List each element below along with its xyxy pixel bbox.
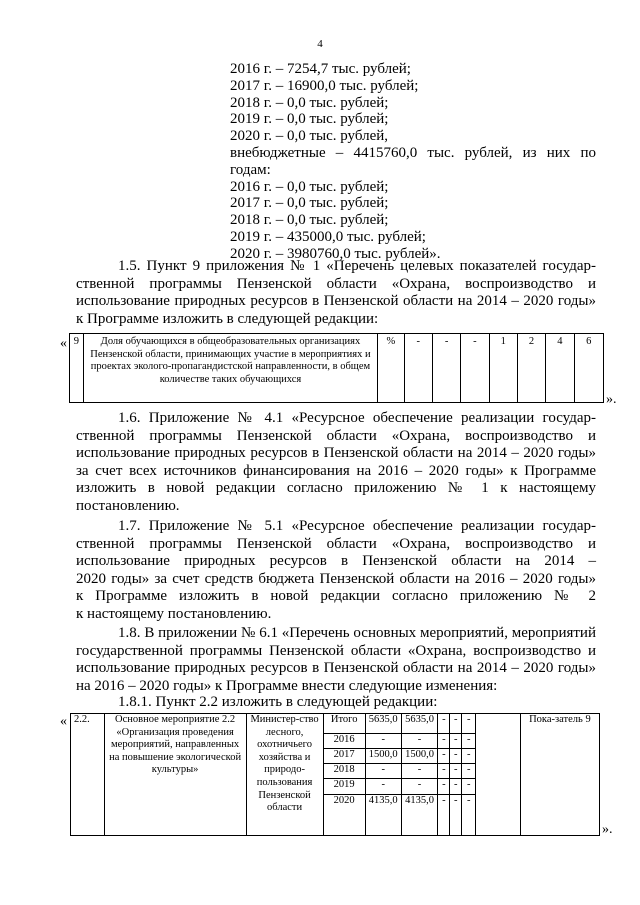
table-cell-amount: -: [401, 734, 438, 749]
table-cell-year: 2019: [323, 779, 365, 794]
table-cell-amount: 4135,0: [365, 794, 401, 835]
extrabudget-line: годам:: [230, 161, 271, 178]
table-cell-amount: -: [450, 734, 462, 749]
table-cell-amount: -: [365, 779, 401, 794]
table-cell-value: 4: [546, 334, 574, 403]
table-cell-year: 2020: [323, 794, 365, 835]
table-cell-amount: -: [365, 734, 401, 749]
table-cell-value: 6: [574, 334, 603, 403]
table-cell-amount: -: [401, 764, 438, 779]
table-cell-amount: 1500,0: [365, 749, 401, 764]
close-quote: ».: [602, 822, 613, 837]
table-cell-executor: Министер-ство лесного, охотничьего хозяйства и природо-пользования Пензенской области: [246, 714, 323, 836]
table-cell-amount: -: [450, 779, 462, 794]
paragraph-1-6: 1.6. Приложение № 4.1 «Ресурсное обеспечение реализации государ- ственной программы Пензенской области «Охрана, воспроизводство и использование природных ресурсов в Пензенской области на 2014 – 2020 годы» за счет всех источников финансирования на 2016 – 2020 годы» к Программе изложить в новой редакции согласно приложению № 1 к настоящему постановлению.: [76, 410, 596, 514]
table-cell-amount: -: [438, 734, 450, 749]
finance-line: 2017 г. – 16900,0 тыс. рублей;: [230, 77, 419, 94]
table-cell-indicator: Пока-затель 9: [520, 714, 599, 836]
table-cell-value: 2: [517, 334, 545, 403]
table-cell-amount: -: [462, 779, 476, 794]
paragraph-1-8: 1.8. В приложении № 6.1 «Перечень основных мероприятий, мероприятий государственной программы Пензенской области «Охрана, воспроизводство и использование природных ресурсов в Пензенской области на 2014 – 2020 годы» на 2016 – 2020 годы» к Программе внести следующие изменения:: [76, 625, 596, 694]
table-cell-amount: 5635,0: [365, 714, 401, 734]
table-cell-value: -: [432, 334, 460, 403]
table-cell-amount: -: [462, 734, 476, 749]
table-cell-value: -: [404, 334, 432, 403]
financing-block: [230, 61, 596, 263]
extrabudget-line: 2017 г. – 0,0 тыс. рублей;: [230, 195, 389, 212]
table-cell-amount: -: [450, 764, 462, 779]
extrabudget-line: 2019 г. – 435000,0 тыс. рублей;: [230, 228, 426, 245]
table-cell-amount: -: [450, 714, 462, 734]
event-table: [70, 713, 600, 836]
close-quote: ».: [606, 392, 617, 407]
table-cell-year: Итого: [323, 714, 365, 734]
table-cell-amount: -: [438, 749, 450, 764]
extrabudget-line: внебюджетные – 4415760,0 тыс. рублей, из них по: [230, 144, 596, 161]
table-cell-year: 2017: [323, 749, 365, 764]
finance-line: 2019 г. – 0,0 тыс. рублей;: [230, 111, 389, 128]
open-quote: «: [60, 714, 67, 729]
extrabudget-line: 2020 г. – 3980760,0 тыс. рублей».: [230, 245, 441, 262]
table-cell-year: 2016: [323, 734, 365, 749]
table-cell-amount: -: [438, 764, 450, 779]
finance-line: 2020 г. – 0,0 тыс. рублей,: [230, 128, 389, 145]
table-cell-name: Доля обучающихся в общеобразовательных организациях Пензенской области, принимающих участие в мероприятиях и проектах эколого-пропагандистской направленности, в общем количестве таких обучающихся: [83, 334, 377, 403]
table-cell-value: 1: [489, 334, 517, 403]
table-cell-amount: -: [450, 794, 462, 835]
table-cell-amount: -: [438, 794, 450, 835]
paragraph-1-8-1: 1.8.1. Пункт 2.2 изложить в следующей редакции:: [118, 694, 438, 710]
table-cell-amount: -: [462, 764, 476, 779]
table-cell-amount: -: [462, 749, 476, 764]
table-cell-unit: %: [378, 334, 405, 403]
table-cell-amount: -: [462, 794, 476, 835]
table-cell-amount: 1500,0: [401, 749, 438, 764]
table-cell-num: 9: [70, 334, 84, 403]
table-cell-value: -: [461, 334, 489, 403]
table-cell-num: 2.2.: [71, 714, 105, 836]
finance-line: 2016 г. – 7254,7 тыс. рублей;: [230, 61, 411, 77]
page-number: 4: [317, 38, 323, 50]
table-cell-amount: -: [438, 714, 450, 734]
table-cell-amount: -: [462, 714, 476, 734]
table-cell-amount: 5635,0: [401, 714, 438, 734]
open-quote: «: [60, 336, 67, 351]
finance-line: 2018 г. – 0,0 тыс. рублей;: [230, 94, 389, 111]
table-cell-amount: -: [438, 779, 450, 794]
table-cell-blank: [476, 714, 520, 836]
table-cell-event: Основное мероприятие 2.2 «Организация проведения мероприятий, направленных на повышение экологической культуры»: [104, 714, 246, 836]
paragraph-1-5: 1.5. Пункт 9 приложения № 1 «Перечень целевых показателей государ- ственной программы Пензенской области «Охрана, воспроизводство и использование природных ресурсов в Пензенской области на 2014 – 2020 годы» к Программе изложить в следующей редакции:: [76, 258, 596, 327]
paragraph-1-7: 1.7. Приложение № 5.1 «Ресурсное обеспечение реализации государ- ственной программы Пензенской области «Охрана, воспроизводство и использование природных ресурсов в Пензенской области на 2014 – 2020 годы» за счет средств бюджета Пензенской области на 2016 – 2020 годы» к Программе изложить в новой редакции согласно приложению № 2 к настоящему постановлению.: [76, 518, 596, 622]
indicator-table: [69, 333, 604, 403]
extrabudget-line: 2018 г. – 0,0 тыс. рублей;: [230, 212, 389, 229]
table-cell-amount: -: [365, 764, 401, 779]
table-cell-year: 2018: [323, 764, 365, 779]
table-cell-amount: 4135,0: [401, 794, 438, 835]
table-cell-amount: -: [401, 779, 438, 794]
extrabudget-line: 2016 г. – 0,0 тыс. рублей;: [230, 178, 389, 195]
table-cell-amount: -: [450, 749, 462, 764]
